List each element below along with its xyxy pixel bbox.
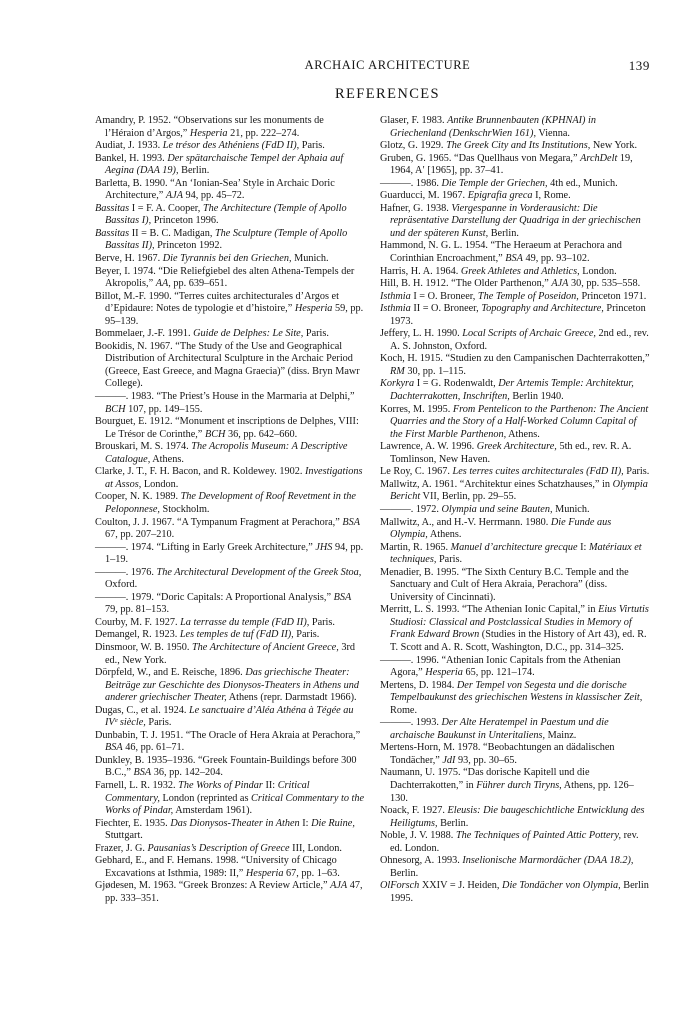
reference-italic-text: Hesperia bbox=[425, 667, 463, 679]
reference-entry bbox=[380, 805, 650, 830]
reference-text: (Studies in the History of Art 43), ed. R. T. Scott and A. R. Scott, Washington, D.C., pp. 314–325. bbox=[390, 629, 647, 653]
reference-entry bbox=[380, 266, 650, 279]
reference-text: Princeton 1992. bbox=[154, 240, 223, 252]
reference-entry bbox=[95, 178, 365, 203]
reference-entry bbox=[95, 416, 365, 441]
reference-italic-text: Das griechische Theater: Beiträge zur Geschichte des Dionysos-Theaters in Athens und anderer griechischer Theater, bbox=[105, 667, 360, 704]
reference-text: Merritt, L. S. 1993. “The Athenian Ionic Capital,” in bbox=[380, 604, 599, 616]
reference-text: Rome. bbox=[390, 704, 418, 716]
reference-italic-text: Die Tondächer von Olympia, bbox=[502, 880, 621, 892]
reference-text: Naumann, U. 1975. “Das dorische Kapitell und die Dachterrakotten,” in bbox=[380, 767, 590, 791]
reference-entry bbox=[95, 203, 365, 228]
reference-text: 49, pp. 93–102. bbox=[522, 253, 590, 265]
reference-text: London (reprinted as bbox=[159, 792, 252, 804]
reference-text: Princeton 1996. bbox=[151, 215, 219, 227]
reference-italic-text: The Development of Roof Revetment in the Peloponnese, bbox=[105, 491, 356, 515]
reference-entry bbox=[95, 228, 365, 253]
reference-text: Mertens, D. 1984. bbox=[380, 679, 457, 691]
reference-text: Audiat, J. 1933. bbox=[95, 140, 163, 152]
reference-entry bbox=[380, 830, 650, 855]
reference-entry bbox=[380, 767, 650, 805]
reference-text: 94, pp. 45–72. bbox=[182, 190, 245, 202]
reference-entry bbox=[95, 755, 365, 780]
reference-entry bbox=[95, 341, 365, 391]
reference-text: Stuttgart. bbox=[105, 830, 143, 842]
reference-italic-text: Greek Architecture, bbox=[476, 441, 557, 453]
reference-entry bbox=[95, 253, 365, 266]
reference-entry bbox=[380, 404, 650, 442]
reference-entry bbox=[95, 391, 365, 416]
reference-text: Bommelaer, J.-F. 1991. bbox=[95, 328, 194, 340]
reference-italic-text: Die Temple der Griechen, bbox=[441, 177, 548, 189]
reference-italic-text: Eius Virtutis Studiosi: Classical and Postclassical Studies in Memory of Frank Edward Brown bbox=[390, 604, 649, 641]
reference-text: ———. 1983. “The Priest’s House in the Marmaria at Delphi,” bbox=[95, 391, 355, 403]
reference-text: 46, pp. 61–71. bbox=[122, 742, 185, 754]
reference-text: Athens. bbox=[427, 529, 462, 541]
reference-italic-text: Manuel d’architecture grecque bbox=[450, 541, 578, 553]
reference-text: 67, pp. 1–63. bbox=[283, 867, 340, 879]
reference-text: New York. bbox=[590, 140, 638, 152]
reference-entry bbox=[95, 730, 365, 755]
reference-text: ———. 1996. “Athenian Ionic Capitals from the Athenian Agora,” bbox=[380, 654, 621, 679]
reference-italic-text: Eleusis: Die baugeschichtliche Entwicklung des Heiligtums, bbox=[390, 805, 645, 829]
reference-text: 30, pp. 535–558. bbox=[568, 278, 641, 290]
reference-italic-text: RM bbox=[390, 365, 405, 377]
reference-entry bbox=[380, 466, 650, 479]
reference-italic-text: Der Alte Heratempel in Paestum und die archaische Baukunst in Unteritaliens, bbox=[390, 717, 609, 741]
reference-text: 67, pp. 207–210. bbox=[105, 529, 175, 541]
reference-text: Berlin 1995. bbox=[390, 880, 649, 904]
reference-entry bbox=[380, 153, 650, 178]
reference-entry bbox=[95, 705, 365, 730]
reference-entry bbox=[380, 203, 650, 241]
reference-text: Lawrence, A. W. 1996. bbox=[380, 441, 477, 453]
reference-text: Le Roy, C. 1967. bbox=[380, 466, 453, 478]
reference-text: Princeton 1973. bbox=[390, 303, 646, 327]
reference-entry bbox=[380, 504, 650, 517]
reference-text: Korres, M. 1995. bbox=[380, 403, 453, 415]
reference-italic-text: Critical Commentary, bbox=[105, 779, 310, 804]
reference-entry bbox=[380, 880, 650, 905]
reference-italic-text: Bassitas bbox=[95, 202, 130, 214]
reference-entry bbox=[95, 466, 365, 491]
reference-text: Beyer, I. 1974. “Die Reliefgiebel des alten Athena-Tempels der Akropolis,” bbox=[95, 265, 355, 290]
reference-entry bbox=[380, 655, 650, 680]
reference-italic-text: Pausanias’s Description of Greece bbox=[147, 842, 290, 854]
reference-entry bbox=[95, 667, 365, 705]
reference-text: Paris. bbox=[436, 554, 463, 566]
reference-entry bbox=[95, 592, 365, 617]
reference-text: ———. 1976. bbox=[95, 566, 157, 578]
reference-text: Dinsmoor, W. B. 1950. bbox=[95, 641, 192, 653]
reference-entry bbox=[380, 190, 650, 203]
reference-text: I = O. Broneer, bbox=[410, 290, 478, 302]
reference-text: Amandry, P. 1952. “Observations sur les monuments de l’Héraion d’Argos,” bbox=[95, 115, 324, 139]
reference-italic-text: The Greek City and Its Institutions, bbox=[446, 140, 591, 152]
reference-text: I = F. A. Cooper, bbox=[129, 202, 203, 214]
reference-text: Hill, B. H. 1912. “The Older Parthenon,” bbox=[380, 278, 552, 290]
reference-text: 21, pp. 222–274. bbox=[227, 127, 300, 139]
reference-italic-text: Hesperia bbox=[245, 867, 284, 879]
reference-italic-text: Die Funde aus Olympia, bbox=[390, 516, 612, 541]
reference-text: rev. ed. London. bbox=[390, 830, 639, 854]
reference-text: Oxford. bbox=[105, 579, 138, 591]
reference-entry bbox=[95, 780, 365, 818]
reference-entry bbox=[380, 303, 650, 328]
reference-text: ———. 1986. bbox=[380, 177, 442, 189]
reference-text: Ohnesorg, A. 1993. bbox=[380, 855, 463, 867]
reference-entry bbox=[380, 517, 650, 542]
reference-entry bbox=[95, 291, 365, 329]
reference-text: Berlin. bbox=[488, 227, 519, 239]
reference-text: 2nd ed., rev. A. S. Johnston, Oxford. bbox=[390, 328, 649, 352]
reference-italic-text: BSA bbox=[133, 767, 152, 779]
reference-text: 36, pp. 142–204. bbox=[151, 767, 223, 779]
reference-entry bbox=[380, 479, 650, 504]
reference-entry bbox=[380, 115, 650, 140]
reference-italic-text: From Pentelicon to the Parthenon: The Ancient Quarries and the Story of a Half-Worked Column Capital of the First Marble Parthenon, bbox=[390, 403, 649, 440]
reference-text: Coulton, J. J. 1967. “A Tympanum Fragment at Perachora,” bbox=[95, 516, 343, 528]
reference-italic-text: BCH bbox=[105, 403, 126, 415]
reference-italic-text: Die Tyrannis bei den Griechen, bbox=[162, 253, 292, 265]
reference-entry bbox=[380, 240, 650, 265]
reference-entry bbox=[95, 617, 365, 630]
reference-text: VII, Berlin, pp. 29–55. bbox=[420, 491, 517, 503]
reference-entry bbox=[380, 140, 650, 153]
reference-text: Hammond, N. G. L. 1954. “The Heraeum at Perachora and Corinthian Encroachment,” bbox=[380, 240, 622, 265]
reference-entry bbox=[380, 680, 650, 718]
reference-text: I = G. Rodenwaldt, bbox=[414, 378, 499, 390]
reference-text: 93, pp. 30–65. bbox=[455, 754, 517, 766]
reference-italic-text: Das Dionysos-Theater in Athen bbox=[170, 817, 300, 829]
reference-text: Berlin 1940. bbox=[509, 391, 564, 403]
reference-text: II = B. C. Madigan, bbox=[129, 227, 215, 239]
reference-entry bbox=[380, 742, 650, 767]
reference-text: Brouskari, M. S. 1974. bbox=[95, 441, 192, 453]
reference-text: Berlin. bbox=[390, 867, 419, 879]
reference-entry bbox=[380, 717, 650, 742]
reference-italic-text: Korkyra bbox=[380, 378, 415, 390]
reference-text: Hafner, G. 1938. bbox=[380, 202, 452, 214]
reference-text: II: bbox=[262, 779, 278, 791]
reference-italic-text: Die Ruine, bbox=[311, 817, 355, 829]
reference-text: Berlin. bbox=[178, 165, 210, 177]
reference-entry bbox=[380, 278, 650, 291]
reference-italic-text: Der spätarchaische Tempel der Aphaia auf Aegina (DAA 19), bbox=[105, 152, 344, 177]
reference-text: Koch, H. 1915. “Studien zu den Campanischen Dachterrakotten,” bbox=[380, 353, 650, 365]
reference-text: Bourguet, E. 1912. “Monument et inscriptions de Delphes, VIII: Le Trésor de Corinthe,” bbox=[95, 416, 359, 440]
reference-text: Dörpfeld, W., and E. Reische, 1896. bbox=[95, 667, 246, 679]
reference-entry bbox=[95, 328, 365, 341]
reference-entry bbox=[95, 140, 365, 153]
reference-text: Dugas, C., et al. 1924. bbox=[95, 704, 189, 716]
reference-italic-text: Hesperia bbox=[189, 127, 228, 139]
reference-text: Jeffery, L. H. 1990. bbox=[380, 328, 463, 340]
reference-text: Noble, J. V. 1988. bbox=[380, 830, 456, 842]
reference-italic-text: AJA bbox=[551, 278, 569, 290]
reference-text: Bookidis, N. 1967. “The Study of the Use and Geographical Distribution of Architectural Sculpture in the Archaic Period (Greece, East Greece, and Magna Graecia)” (diss. Bryn Mawr College). bbox=[95, 340, 360, 390]
reference-text: Gjødesen, M. 1963. “Greek Bronzes: A Review Article,” bbox=[95, 880, 331, 892]
reference-text: Stockholm. bbox=[159, 503, 210, 515]
reference-text: Athens, pp. 126–130. bbox=[390, 779, 634, 804]
reference-italic-text: Viergespanne in Vorderausicht: Die repräsentative Darstellung der Quadriga in der griechischen und der späteren Kunst, bbox=[390, 202, 641, 239]
reference-italic-text: Greek Athletes and Athletics, bbox=[460, 265, 580, 277]
reference-entry bbox=[380, 855, 650, 880]
reference-text: Cooper, N. K. 1989. bbox=[95, 491, 181, 503]
reference-entry bbox=[380, 441, 650, 466]
reference-text: Dunbabin, T. J. 1951. “The Oracle of Hera Akraia at Perachora,” bbox=[95, 729, 361, 741]
reference-italic-text: Local Scripts of Archaic Greece, bbox=[462, 328, 596, 340]
reference-entry bbox=[95, 153, 365, 178]
reference-text: ———. 1993. bbox=[380, 717, 442, 729]
reference-entry bbox=[95, 567, 365, 592]
reference-entry bbox=[380, 178, 650, 191]
reference-italic-text: The Architecture of Ancient Greece, bbox=[191, 641, 339, 653]
reference-text: 36, pp. 642–660. bbox=[225, 428, 298, 440]
reference-text: Princeton 1971. bbox=[578, 290, 647, 302]
reference-text: I, Rome. bbox=[532, 190, 571, 202]
reference-italic-text: La terrasse du temple (FdD II), bbox=[180, 616, 310, 628]
reference-text: I: bbox=[577, 541, 589, 553]
reference-entry bbox=[95, 115, 365, 140]
reference-italic-text: Der Artemis Temple: Architektur, Dachterrakotten, Inschriften, bbox=[390, 378, 634, 403]
reference-italic-text: Olympia Bericht bbox=[390, 478, 648, 503]
reference-italic-text: Isthmia bbox=[380, 290, 411, 302]
reference-italic-text: Topography and Architecture, bbox=[481, 303, 604, 315]
reference-italic-text: Les terres cuites architecturales (FdD II), bbox=[452, 466, 624, 478]
reference-entry bbox=[95, 491, 365, 516]
reference-entry bbox=[95, 855, 365, 880]
reference-italic-text: The Architecture (Temple of Apollo Bassitas I), bbox=[105, 202, 347, 227]
reference-italic-text: JHS bbox=[315, 541, 333, 553]
reference-text: 19, 1964, A′ [1965], pp. 37–41. bbox=[390, 152, 633, 177]
reference-italic-text: BSA bbox=[105, 742, 123, 754]
reference-entry bbox=[95, 266, 365, 291]
reference-italic-text: Inselionische Marmordächer (DAA 18.2), bbox=[462, 855, 634, 867]
reference-entry bbox=[380, 378, 650, 403]
reference-text: Munich. bbox=[552, 503, 590, 515]
reference-text: 30, pp. 1–115. bbox=[404, 365, 466, 377]
reference-italic-text: BCH bbox=[204, 428, 226, 440]
reference-text: XXIV = J. Heiden, bbox=[419, 880, 503, 892]
references-right-column bbox=[380, 115, 650, 905]
reference-text: ———. 1972. bbox=[380, 503, 442, 515]
reference-text: Mallwitz, A., and H.-V. Herrmann. 1980. bbox=[380, 516, 551, 528]
reference-text: Paris. bbox=[303, 328, 329, 340]
reference-text: I: bbox=[299, 817, 312, 829]
reference-text: Paris. bbox=[145, 717, 172, 729]
reference-text: Menadier, B. 1995. “The Sixth Century B.C. Temple and the Sanctuary and Cult of Hera Akraia, Perachora” (diss. University of Cincinnati). bbox=[380, 566, 629, 603]
reference-entry bbox=[95, 517, 365, 542]
reference-entry bbox=[95, 542, 365, 567]
reference-text: 4th ed., Munich. bbox=[547, 177, 618, 189]
reference-italic-text: ArchDelt bbox=[580, 152, 618, 164]
reference-entry bbox=[380, 604, 650, 654]
reference-italic-text: Olympia und seine Bauten, bbox=[441, 503, 553, 515]
reference-italic-text: Investigations at Assos, bbox=[105, 466, 363, 490]
reference-entry bbox=[95, 642, 365, 667]
reference-entry bbox=[95, 441, 365, 466]
reference-text: 94, pp. 1–19. bbox=[105, 541, 364, 566]
reference-text: ———. 1979. “Doric Capitals: A Proportional Analysis,” bbox=[95, 591, 334, 603]
reference-text: Berlin. bbox=[437, 817, 469, 829]
reference-text: Athens (repr. Darmstadt 1966). bbox=[226, 692, 357, 704]
reference-italic-text: Critical Commentary to the Works of Pindar, bbox=[105, 792, 365, 817]
reference-entry bbox=[95, 818, 365, 843]
reference-text: Berve, H. 1967. bbox=[95, 253, 163, 265]
reference-text: Demangel, R. 1923. bbox=[95, 629, 180, 641]
reference-text: Bankel, H. 1993. bbox=[95, 152, 168, 164]
references-body bbox=[95, 115, 650, 905]
reference-italic-text: The Temple of Poseidon, bbox=[477, 290, 579, 302]
reference-text: Frazer, J. G. bbox=[95, 842, 148, 854]
page-number: 139 bbox=[628, 58, 650, 73]
reference-text: Athens. bbox=[506, 428, 540, 440]
reference-italic-text: BSA bbox=[505, 253, 523, 265]
reference-entry bbox=[95, 843, 365, 856]
reference-italic-text: Le trésor des Athéniens (FdD II), bbox=[162, 140, 300, 152]
reference-text: Paris. bbox=[309, 616, 335, 628]
reference-text: Vienna. bbox=[536, 127, 570, 139]
reference-text: Courby, M. F. 1927. bbox=[95, 616, 181, 628]
reference-text: Gebhard, E., and F. Hemans. 1998. “University of Chicago Excavations at Isthmia, 1989: II,” bbox=[95, 855, 337, 879]
reference-text: 5th ed., rev. R. A. Tomlinson, New Haven. bbox=[390, 441, 632, 465]
reference-italic-text: Guide de Delphes: Le Site, bbox=[193, 328, 304, 340]
reference-text: Fiechter, E. 1935. bbox=[95, 817, 171, 829]
reference-text: III, London. bbox=[289, 842, 342, 854]
reference-text: Barletta, B. 1990. “An ‘Ionian-Sea’ Style in Archaic Doric Architecture,” bbox=[95, 177, 335, 202]
reference-italic-text: OlForsch bbox=[380, 880, 420, 892]
reference-text: Athens. bbox=[150, 453, 184, 465]
reference-text: 65, pp. 121–174. bbox=[462, 667, 535, 679]
reference-entry bbox=[380, 567, 650, 605]
reference-text: Farnell, L. R. 1932. bbox=[95, 779, 179, 791]
reference-italic-text: Bassitas bbox=[95, 227, 130, 239]
reference-italic-text: Isthmia bbox=[380, 303, 411, 315]
reference-text: Martin, R. 1965. bbox=[380, 541, 451, 553]
reference-italic-text: Matériaux et techniques, bbox=[390, 541, 642, 566]
reference-text: Mallwitz, A. 1961. “Architektur eines Schatzhauses,” in bbox=[380, 478, 613, 490]
reference-entry bbox=[380, 328, 650, 353]
reference-text: II = O. Broneer, bbox=[410, 303, 482, 315]
reference-entry bbox=[380, 542, 650, 567]
running-header bbox=[95, 58, 650, 78]
reference-italic-text: Der Tempel von Segesta und die dorische Tempelbaukunst des griechischen Westens in klassischer Zeit, bbox=[390, 679, 643, 704]
reference-text: 107, pp. 149–155. bbox=[125, 403, 203, 415]
reference-text: 47, pp. 333–351. bbox=[105, 880, 363, 904]
reference-text: London. bbox=[141, 478, 179, 490]
reference-italic-text: Epigrafia greca bbox=[467, 190, 533, 202]
reference-text: 59, pp. 95–139. bbox=[105, 303, 364, 327]
reference-text: Mainz. bbox=[545, 729, 577, 741]
section-title: REFERENCES bbox=[334, 86, 441, 102]
reference-italic-text: Les temples de tuf (FdD II), bbox=[179, 629, 294, 641]
reference-text: Paris. bbox=[299, 140, 325, 152]
reference-text: Guarducci, M. 1967. bbox=[380, 190, 468, 202]
reference-text: ———. 1974. “Lifting in Early Greek Architecture,” bbox=[95, 541, 316, 553]
reference-text: Noack, F. 1927. bbox=[380, 805, 448, 817]
reference-italic-text: JdI bbox=[442, 754, 456, 766]
reference-entry bbox=[380, 353, 650, 378]
reference-italic-text: The Techniques of Painted Attic Pottery, bbox=[455, 830, 622, 842]
running-title: ARCHAIC ARCHITECTURE bbox=[304, 58, 471, 72]
reference-text: Gruben, G. 1965. “Das Quellhaus von Megara,” bbox=[380, 152, 581, 164]
reference-entry bbox=[380, 291, 650, 304]
reference-italic-text: Antike Brunnenbauten (KPHNAI) in Griechenland (DenkschrWien 161), bbox=[390, 115, 596, 139]
reference-italic-text: BSA bbox=[342, 516, 360, 528]
reference-text: 3rd ed., New York. bbox=[105, 641, 355, 666]
reference-text: Glaser, F. 1983. bbox=[380, 115, 448, 126]
reference-text: Paris. bbox=[623, 466, 650, 478]
reference-text: Billot, M.-F. 1990. “Terres cuites architecturales d’Argos et d’Epidaure: Notes de typologie et d’histoire,” bbox=[95, 290, 339, 315]
reference-text: Harris, H. A. 1964. bbox=[380, 265, 461, 277]
reference-entry bbox=[95, 880, 365, 905]
reference-text: Mertens-Horn, M. 1978. “Beobachtungen an dädalischen Tondächer,” bbox=[380, 742, 615, 766]
reference-text: Paris. bbox=[293, 629, 320, 641]
reference-italic-text: AJA bbox=[165, 190, 183, 202]
references-left-column bbox=[95, 115, 365, 905]
reference-italic-text: The Architectural Development of the Greek Stoa, bbox=[156, 566, 362, 578]
reference-text: Dunkley, B. 1935–1936. “Greek Fountain-Buildings before 300 B.C.,” bbox=[95, 754, 357, 779]
reference-italic-text: Führer durch Tiryns, bbox=[476, 779, 562, 791]
reference-text: Munich. bbox=[291, 253, 329, 265]
reference-text: pp. 639–651. bbox=[170, 278, 228, 290]
reference-italic-text: BSA bbox=[333, 591, 352, 603]
reference-text: Glotz, G. 1929. bbox=[380, 140, 447, 152]
reference-italic-text: AJA bbox=[330, 880, 348, 892]
reference-text: London. bbox=[579, 265, 617, 277]
reference-text: 79, pp. 81–153. bbox=[105, 604, 170, 616]
reference-text: Clarke, J. T., F. H. Bacon, and R. Koldewey. 1902. bbox=[95, 466, 305, 478]
reference-italic-text: The Acropolis Museum: A Descriptive Catalogue, bbox=[105, 441, 348, 465]
reference-italic-text: The Sculpture (Temple of Apollo Bassitas II), bbox=[105, 227, 348, 252]
reference-italic-text: The Works of Pindar bbox=[178, 779, 263, 791]
reference-italic-text: Le sanctuaire d’Aléa Athéna à Tégée au IVᵉ siècle, bbox=[105, 704, 354, 729]
reference-text: Amsterdam 1961). bbox=[173, 805, 253, 817]
reference-entry bbox=[95, 629, 365, 642]
reference-italic-text: Hesperia bbox=[294, 303, 333, 315]
reference-italic-text: AA, bbox=[155, 278, 171, 290]
